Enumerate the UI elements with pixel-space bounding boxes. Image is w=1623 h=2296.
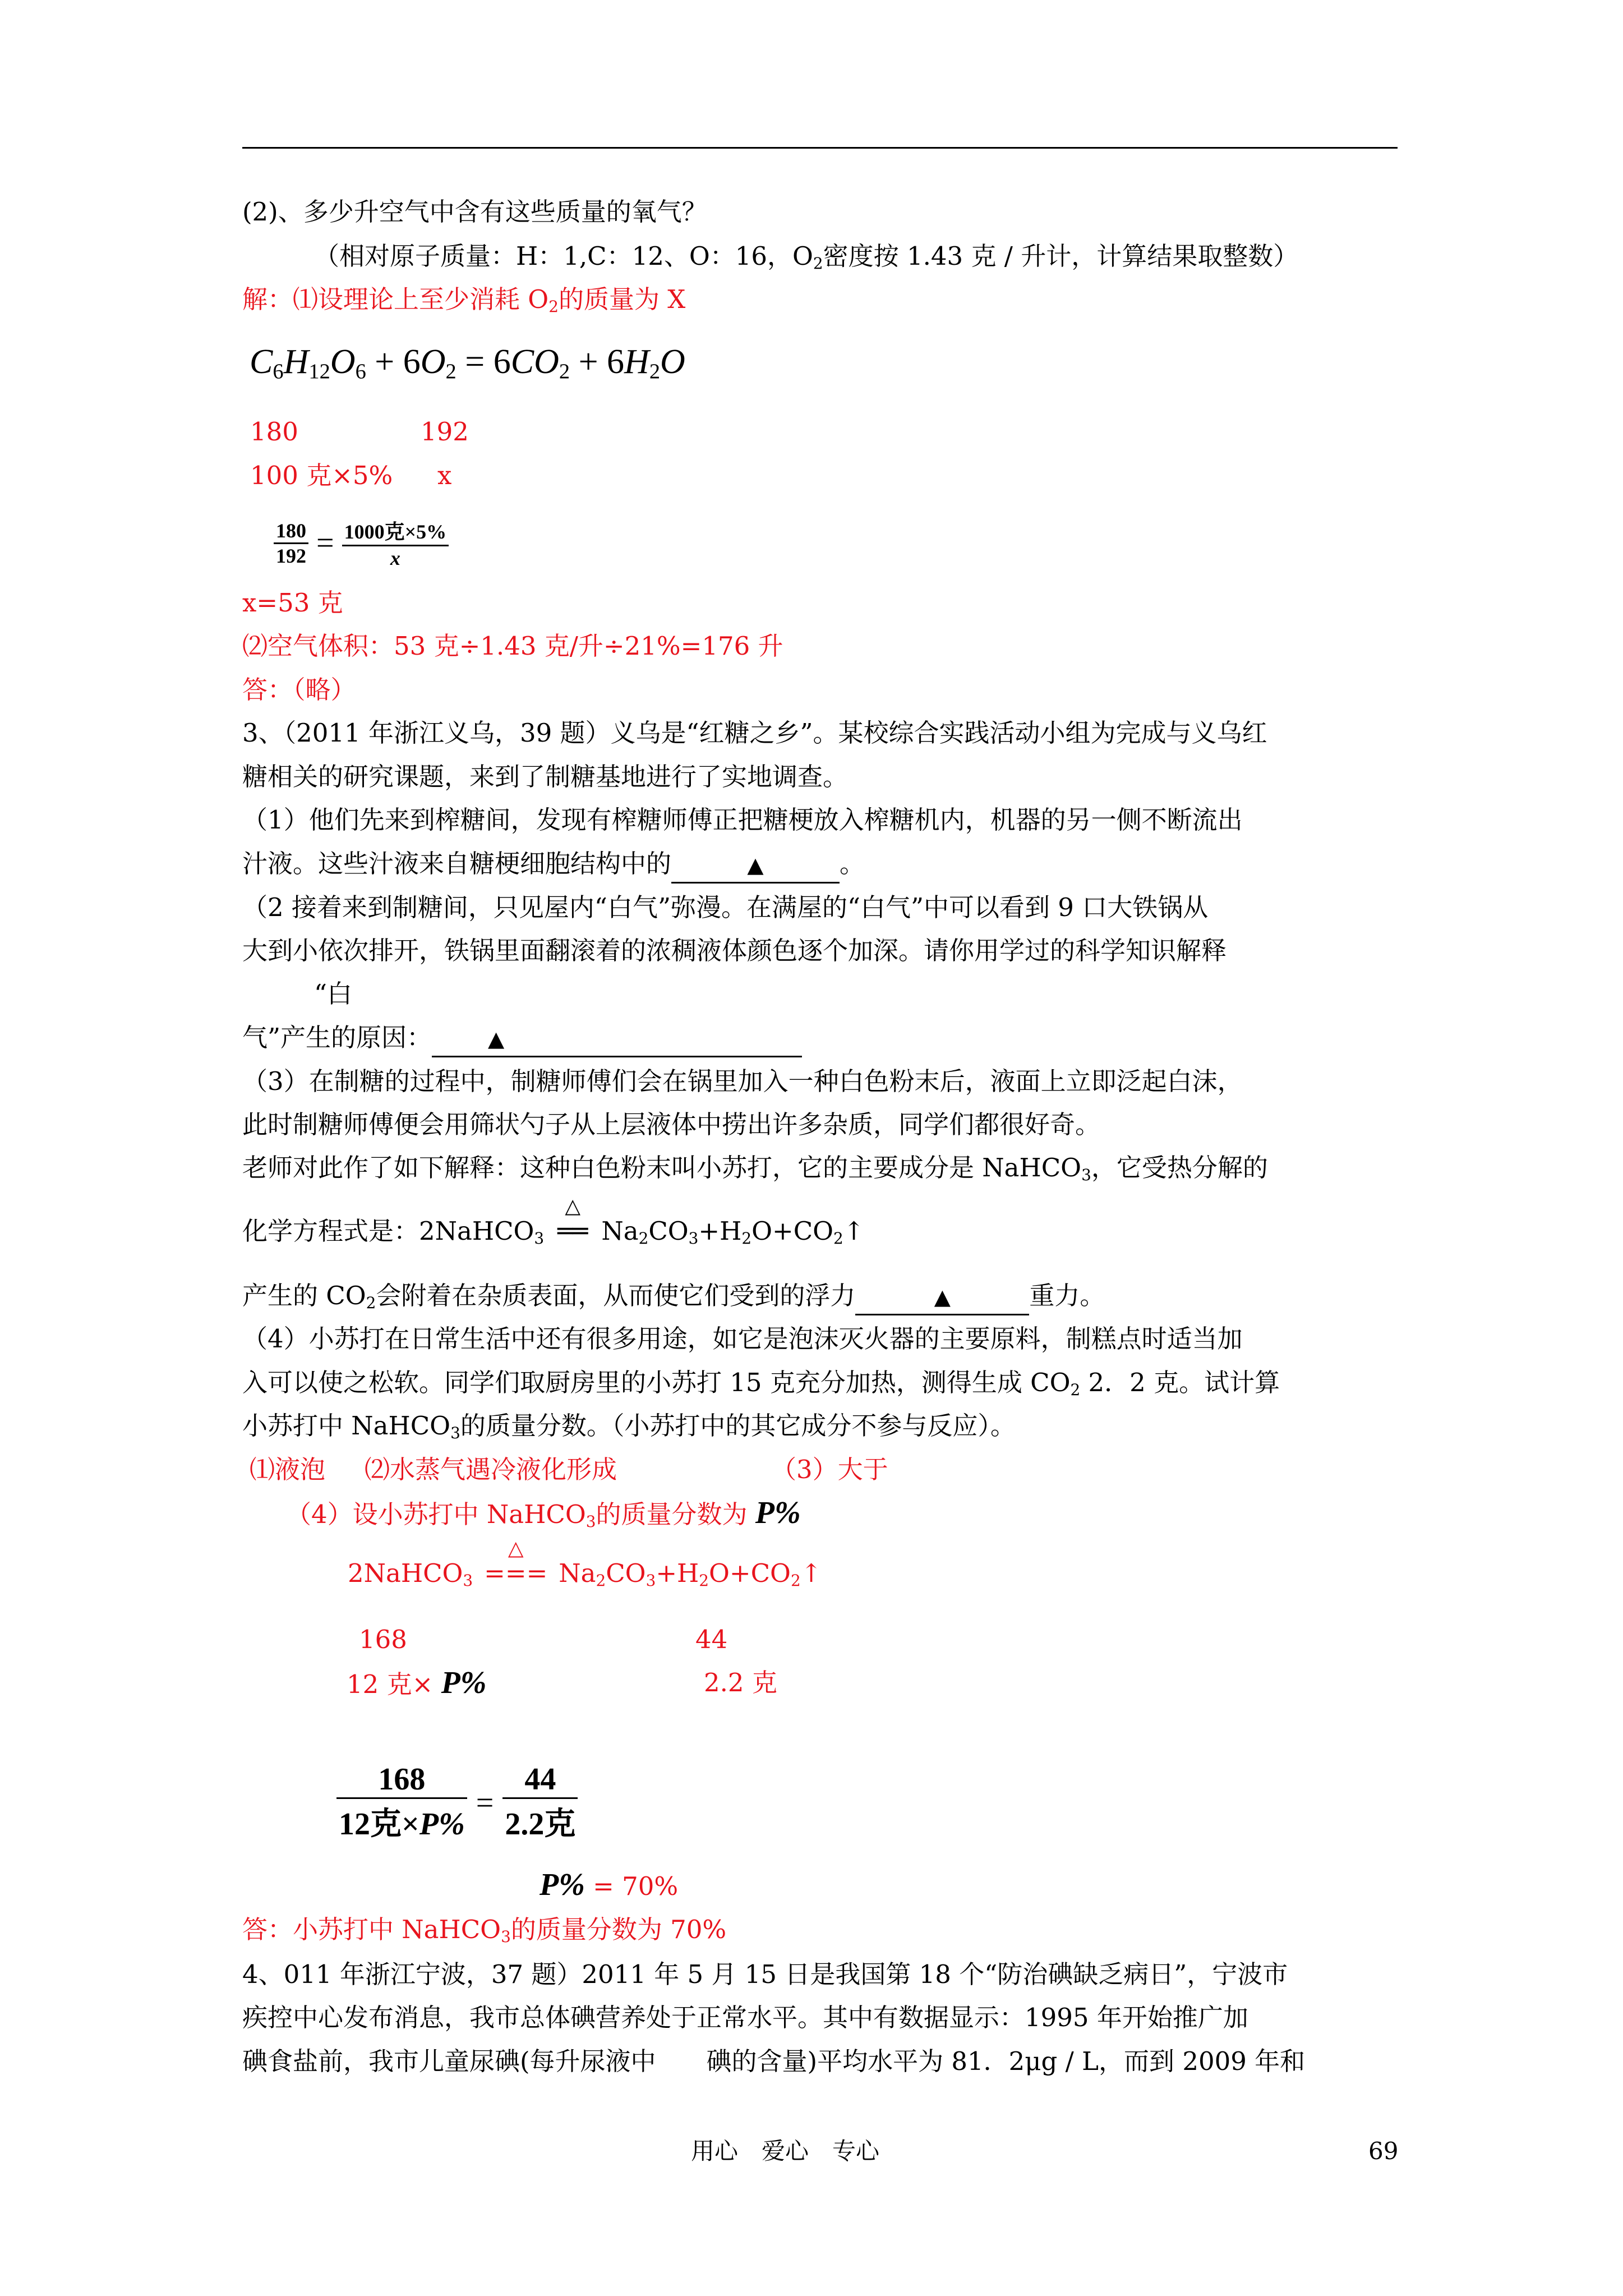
answer-blank-3[interactable]: ▲ [855, 1279, 1029, 1315]
x-result: x=53 克 [242, 588, 343, 618]
answer-3-final: 答：小苏打中 NaHCO$_3$的质量分数为 70% [242, 1915, 727, 1946]
question-2-note: （相对原子质量：H：1,C：12、O：16，$O_2$密度按 1.43 克 / 升计，计算结果取整数） [314, 241, 1299, 273]
page-number: 69 [1368, 2137, 1399, 2165]
question-3-line-1: 3、（2011 年浙江义乌，39 题）义乌是“红糖之乡”。某校综合实践活动小组为完成与义乌红 [242, 718, 1267, 748]
question-3-2-line-1: （2 接着来到制糖间，只见屋内“白气”弥漫。在满屋的“白气”中可以看到 9 口大铁锅从 [242, 892, 1209, 922]
mass-unknown-x: x [437, 461, 452, 490]
question-3-line-2: 糖相关的研究课题，来到了制糖基地进行了实地调查。 [242, 762, 849, 792]
molar-mass-co2: 44 [695, 1625, 728, 1654]
mass-nahco3: 12 克× P% [347, 1665, 487, 1700]
answer-3-3: （3）大于 [771, 1455, 888, 1484]
glucose-oxidation-equation: $C_6H_{12}O_6 + 6O_2 = 6CO_2 + 6H_2O$ [250, 343, 685, 384]
molar-mass-nahco3: 168 [359, 1625, 407, 1654]
question-3-4-line-2: 入可以使之松软。同学们取厨房里的小苏打 15 克充分加热，测得生成 $CO_2$ 2．2 克。试计算 [242, 1368, 1280, 1399]
question-4-line-2: 疾控中心发布消息，我市总体碘营养处于正常水平。其中有数据显示：1995 年开始推广加 [242, 2003, 1248, 2032]
question-3-3-line-2: 此时制糖师傅便会用筛状勺子从上层液体中捞出许多杂质，同学们都很好奇。 [242, 1110, 1101, 1139]
answer-3-4-setup: （4）设小苏打中 NaHCO$_3$的质量分数为 P% [286, 1496, 801, 1531]
question-3-2-line-3: “白 [314, 979, 353, 1009]
answer-blank-1[interactable]: ▲ [671, 847, 840, 884]
question-3-4-line-3: 小苏打中 NaHCO$_3$的质量分数。（小苏打中的其它成分不参与反应）。 [242, 1411, 1016, 1442]
question-3-3-line-1: （3）在制糖的过程中，制糖师傅们会在锅里加入一种白色粉末后，液面上立即泛起白沫， [242, 1066, 1243, 1096]
mass-co2: 2.2 克 [704, 1668, 777, 1697]
question-3-1-line-1: （1）他们先来到榨糖间，发现有榨糖师傅正把糖梗放入榨糖机内，机器的另一侧不断流出 [242, 805, 1243, 835]
answer-blank-2[interactable]: ▲ [432, 1021, 802, 1057]
header-rule [242, 147, 1398, 149]
question-3-2-line-4: 气”产生的原因： ▲ [242, 1021, 802, 1057]
answer-3-1: ⑴液泡 [250, 1455, 326, 1484]
decomposition-equation: 化学方程式是：2NaHCO$_3$ △ ══ $Na_2CO_3+H_2O+CO_2↑$ [242, 1195, 865, 1248]
solution-1-setup: 解：⑴设理论上至少消耗 $O_2$的质量为 X [242, 284, 686, 316]
p-result: P% = 70% [540, 1867, 679, 1902]
molar-mass-glucose: 180 [250, 417, 298, 447]
proportion-fraction-1: $\frac{180}{192}$ = $\frac{\text{1000克×5\%}}{x}$ [274, 516, 449, 570]
red-decomposition-equation: 2NaHCO$_3$ △ === $Na_2CO_3+H_2O+CO_2↑$ [348, 1537, 822, 1590]
answer-omitted: 答：（略） [242, 675, 356, 705]
question-3-4-line-1: （4）小苏打在日常生活中还有很多用途，如它是泡沫灭火器的主要原料，制糕点时适当加 [242, 1324, 1243, 1354]
air-volume-result: ⑵空气体积：53 克÷1.43 克/升÷21%=176 升 [242, 631, 783, 661]
question-4-line-1: 4、011 年浙江宁波，37 题）2011 年 5 月 15 日是我国第 18 个“防治碘缺乏病日”，宁波市 [242, 1959, 1288, 1989]
proportion-fraction-2: $\frac{168}{\text{12克×P\%}}$ = $\frac{44}{\text{2.2克}}$ [336, 1761, 578, 1844]
mass-glucose: 100 克×5% [250, 461, 393, 490]
question-3-3-line-3: 老师对此作了如下解释：这种白色粉末叫小苏打，它的主要成分是 NaHCO$_3$，它受热分解的 [242, 1153, 1268, 1184]
question-3-3-line-5: 产生的 $CO_2$会附着在杂质表面，从而使它们受到的浮力 ▲ 重力。 [242, 1279, 1105, 1320]
footer-motto: 用心 爱心 专心 [691, 2137, 880, 2165]
answer-3-2: ⑵水蒸气遇冷液化形成 [365, 1455, 617, 1484]
molar-mass-oxygen: 192 [421, 417, 469, 447]
question-2-title: (2)、多少升空气中含有这些质量的氧气？ [242, 197, 707, 227]
question-3-1-line-2: 汁液。这些汁液来自糖梗细胞结构中的 ▲ 。 [242, 847, 865, 884]
question-4-line-3: 碘食盐前，我市儿童尿碘(每升尿液中 碘的含量)平均水平为 81．2μg / L，而到 2009 年和 [242, 2046, 1306, 2076]
question-3-2-line-2: 大到小依次排开，铁锅里面翻滚着的浓稠液体颜色逐个加深。请你用学过的科学知识解释 [242, 936, 1227, 965]
